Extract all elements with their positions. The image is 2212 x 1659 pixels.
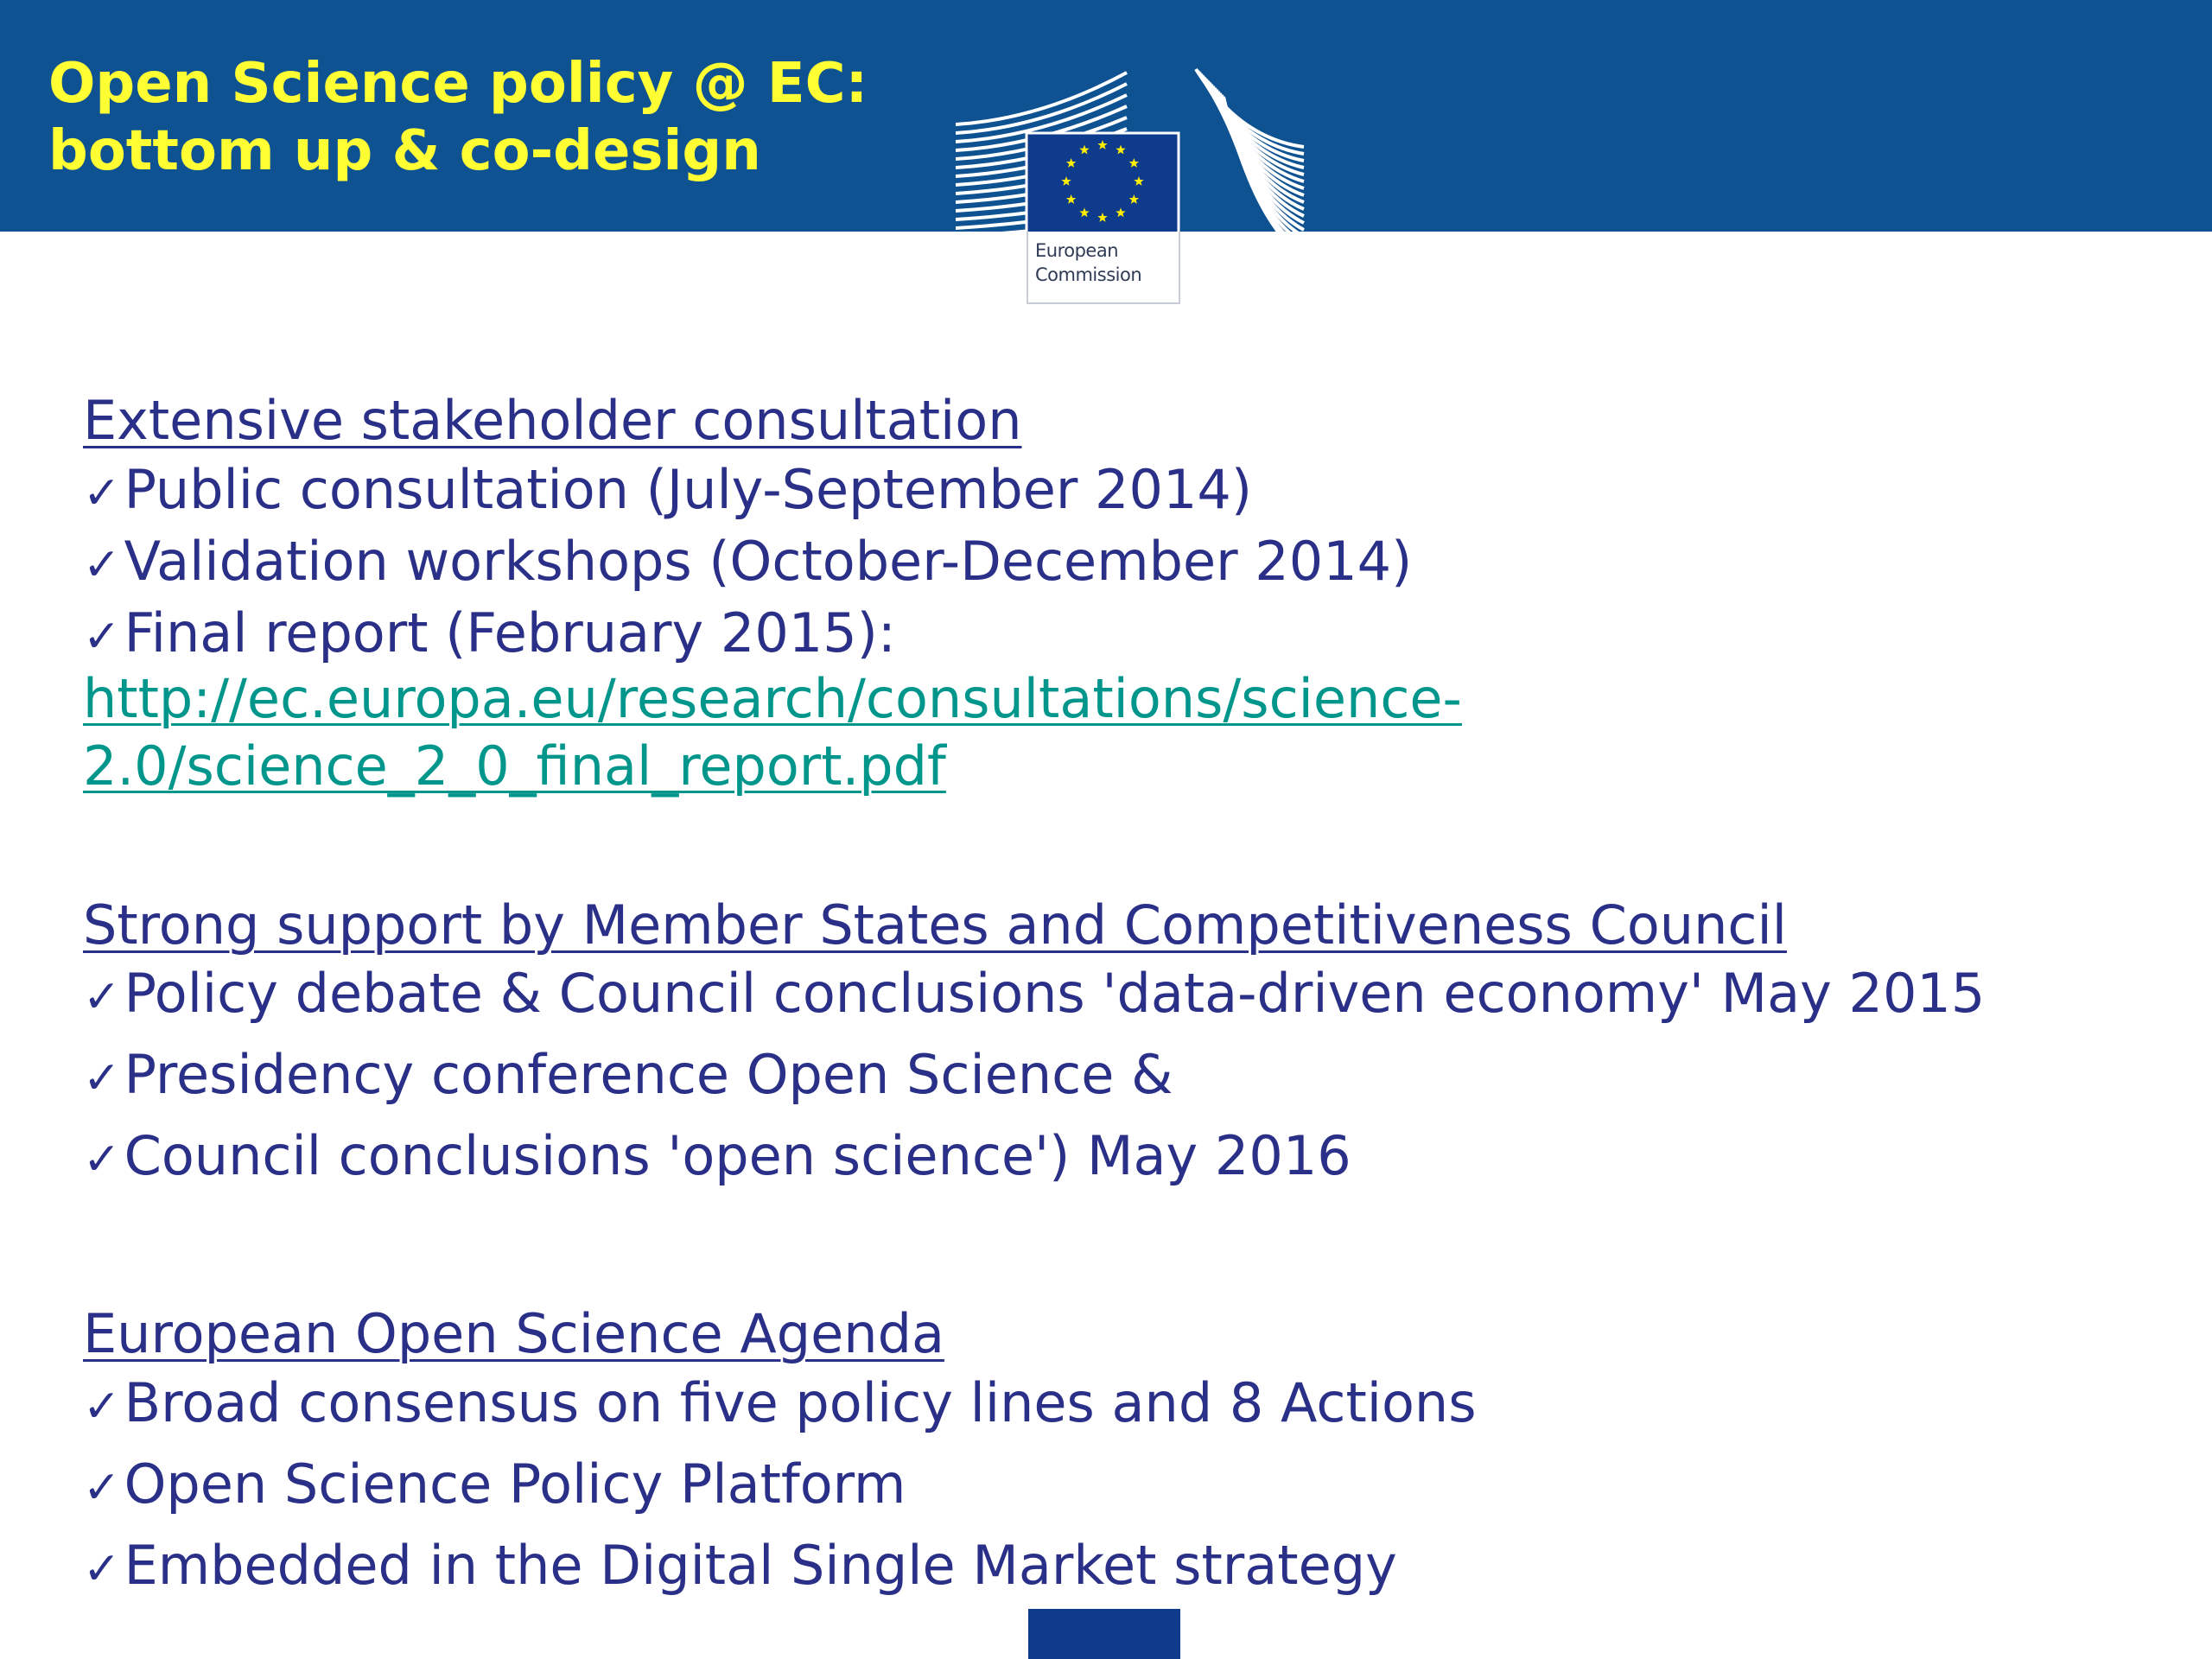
list-item-text: Presidency conference Open Science & bbox=[124, 1043, 1173, 1106]
final-report-link-line-1[interactable]: http://ec.europa.eu/research/consultations/science- bbox=[83, 667, 1462, 730]
slide-title-line-2: bottom up & co-design bbox=[48, 119, 761, 183]
list-item bbox=[83, 601, 896, 664]
list-item bbox=[83, 1534, 1397, 1597]
list-item-text: Validation workshops (October-December 2014) bbox=[124, 530, 1413, 593]
check-icon: ✓ bbox=[83, 1052, 121, 1104]
list-item bbox=[83, 1043, 1173, 1106]
list-item bbox=[83, 1371, 1477, 1434]
list-item bbox=[83, 962, 1985, 1025]
check-icon: ✓ bbox=[83, 611, 121, 663]
final-report-link[interactable] bbox=[83, 665, 1462, 800]
check-icon: ✓ bbox=[83, 539, 121, 591]
section-heading-agenda: European Open Science Agenda bbox=[83, 1302, 944, 1365]
check-icon: ✓ bbox=[83, 1134, 121, 1185]
check-icon: ✓ bbox=[83, 1543, 121, 1595]
list-item-text: Open Science Policy Platform bbox=[124, 1452, 906, 1516]
list-item-text: Council conclusions 'open science') May 2016 bbox=[124, 1124, 1351, 1187]
list-item-text: Public consultation (July-September 2014) bbox=[124, 458, 1253, 521]
logo-label-line-1: European bbox=[1035, 240, 1119, 261]
logo-label-line-2: Commission bbox=[1035, 264, 1142, 285]
check-icon: ✓ bbox=[83, 467, 121, 519]
footer-flag-block bbox=[1028, 1609, 1180, 1659]
list-item-text: Embedded in the Digital Single Market strategy bbox=[124, 1534, 1397, 1597]
slide-title bbox=[48, 50, 912, 185]
section-heading-consultation: Extensive stakeholder consultation bbox=[83, 389, 1022, 452]
list-item bbox=[83, 530, 1412, 593]
final-report-link-line-2[interactable]: 2.0/science_2_0_final_report.pdf bbox=[83, 734, 946, 798]
check-icon: ✓ bbox=[83, 1462, 121, 1514]
check-icon: ✓ bbox=[83, 971, 121, 1023]
list-item-text: Final report (February 2015): bbox=[124, 601, 896, 664]
slide-title-line-1: Open Science policy @ EC: bbox=[48, 52, 868, 116]
list-item bbox=[83, 1124, 1351, 1187]
section-heading-member-states: Strong support by Member States and Competitiveness Council bbox=[83, 893, 1787, 957]
list-item bbox=[83, 458, 1252, 521]
logo-label bbox=[1035, 238, 1141, 287]
check-icon: ✓ bbox=[83, 1381, 121, 1433]
list-item-text: Broad consensus on five policy lines and 8 Actions bbox=[124, 1371, 1477, 1434]
list-item-text: Policy debate & Council conclusions 'data-driven economy' May 2015 bbox=[124, 962, 1986, 1025]
list-item bbox=[83, 1452, 906, 1516]
